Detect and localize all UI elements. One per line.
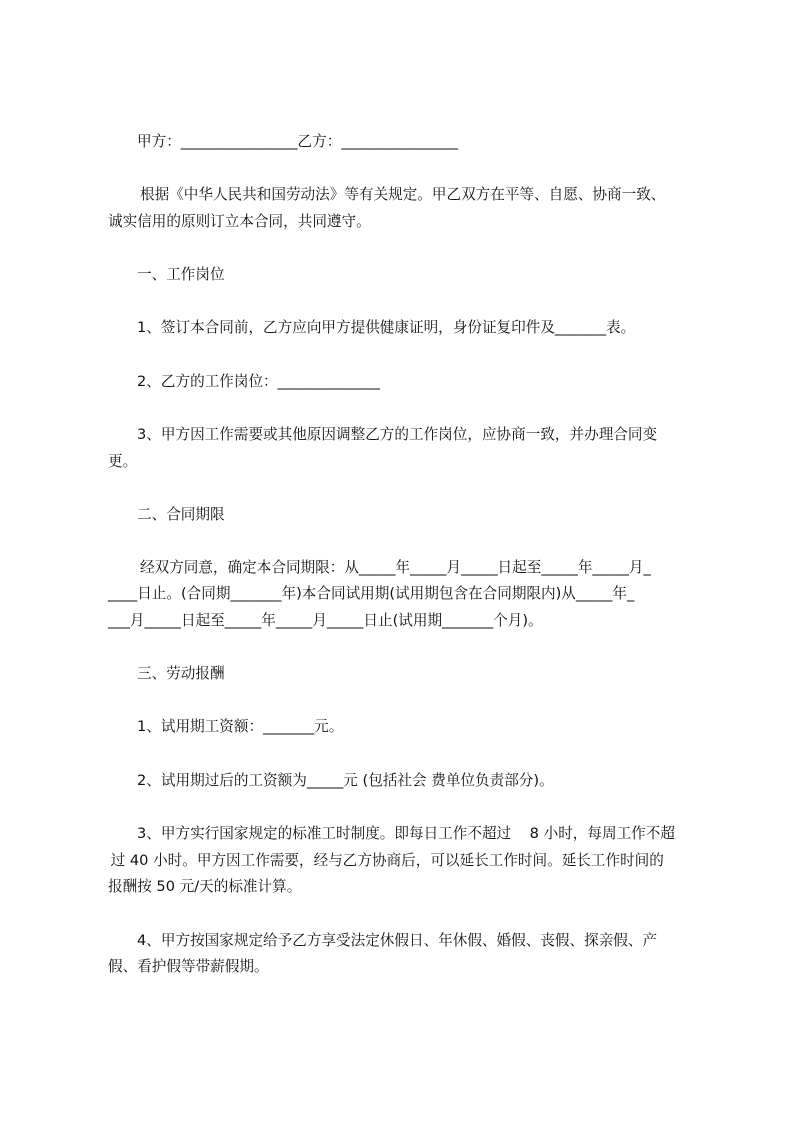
job-clause-2: 2、乙方的工作岗位：______________ bbox=[137, 373, 380, 390]
preamble-line-2: 诚实信用的原则订立本合同，共同遵守。 bbox=[108, 213, 371, 230]
preamble-line-1: 根据《中华人民共和国劳动法》等有关规定。甲乙双方在平等、自愿、协商一致、 bbox=[140, 186, 666, 203]
section-heading-job: 一、工作岗位 bbox=[137, 266, 225, 283]
job-clause-3-line-1: 3、甲方因工作需要或其他原因调整乙方的工作岗位，应协商一致，并办理合同变 bbox=[137, 426, 658, 443]
section-heading-pay: 三、劳动报酬 bbox=[137, 665, 225, 682]
job-clause-1: 1、签订本合同前，乙方应向甲方提供健康证明，身份证复印件及_______表。 bbox=[137, 319, 636, 336]
parties-line: 甲方：________________乙方：________________ bbox=[137, 133, 459, 150]
term-line-2: ____日止。(合同期_______年)本合同试用期(试用期包含在合同期限内)从_____年_ bbox=[108, 585, 635, 602]
term-line-3: ___月_____日起至_____年_____月_____日止(试用期_______个月)。 bbox=[108, 612, 543, 629]
job-clause-3-line-2: 更。 bbox=[108, 453, 138, 470]
pay-clause-1: 1、试用期工资额：_______元。 bbox=[137, 718, 344, 735]
pay-clause-3-line-1: 3、甲方实行国家规定的标准工时制度。即每日工作不超过 8 小时，每周工作不超 bbox=[137, 825, 675, 842]
pay-clause-3-line-3: 报酬按 50 元/天的标准计算。 bbox=[108, 878, 302, 895]
pay-clause-4-line-2: 假、看护假等带薪假期。 bbox=[108, 958, 269, 975]
pay-clause-2: 2、试用期过后的工资额为_____元 (包括社会 费单位负责部分)。 bbox=[137, 772, 554, 789]
pay-clause-3-line-2: 过 40 小时。甲方因工作需要，经与乙方协商后，可以延长工作时间。延长工作时间的 bbox=[106, 852, 664, 869]
section-heading-term: 二、合同期限 bbox=[137, 506, 225, 523]
term-line-1: 经双方同意，确定本合同期限：从_____年_____月_____日起至_____年_____月_ bbox=[140, 559, 651, 576]
pay-clause-4-line-1: 4、甲方按国家规定给予乙方享受法定休假日、年休假、婚假、丧假、探亲假、产 bbox=[137, 932, 658, 949]
